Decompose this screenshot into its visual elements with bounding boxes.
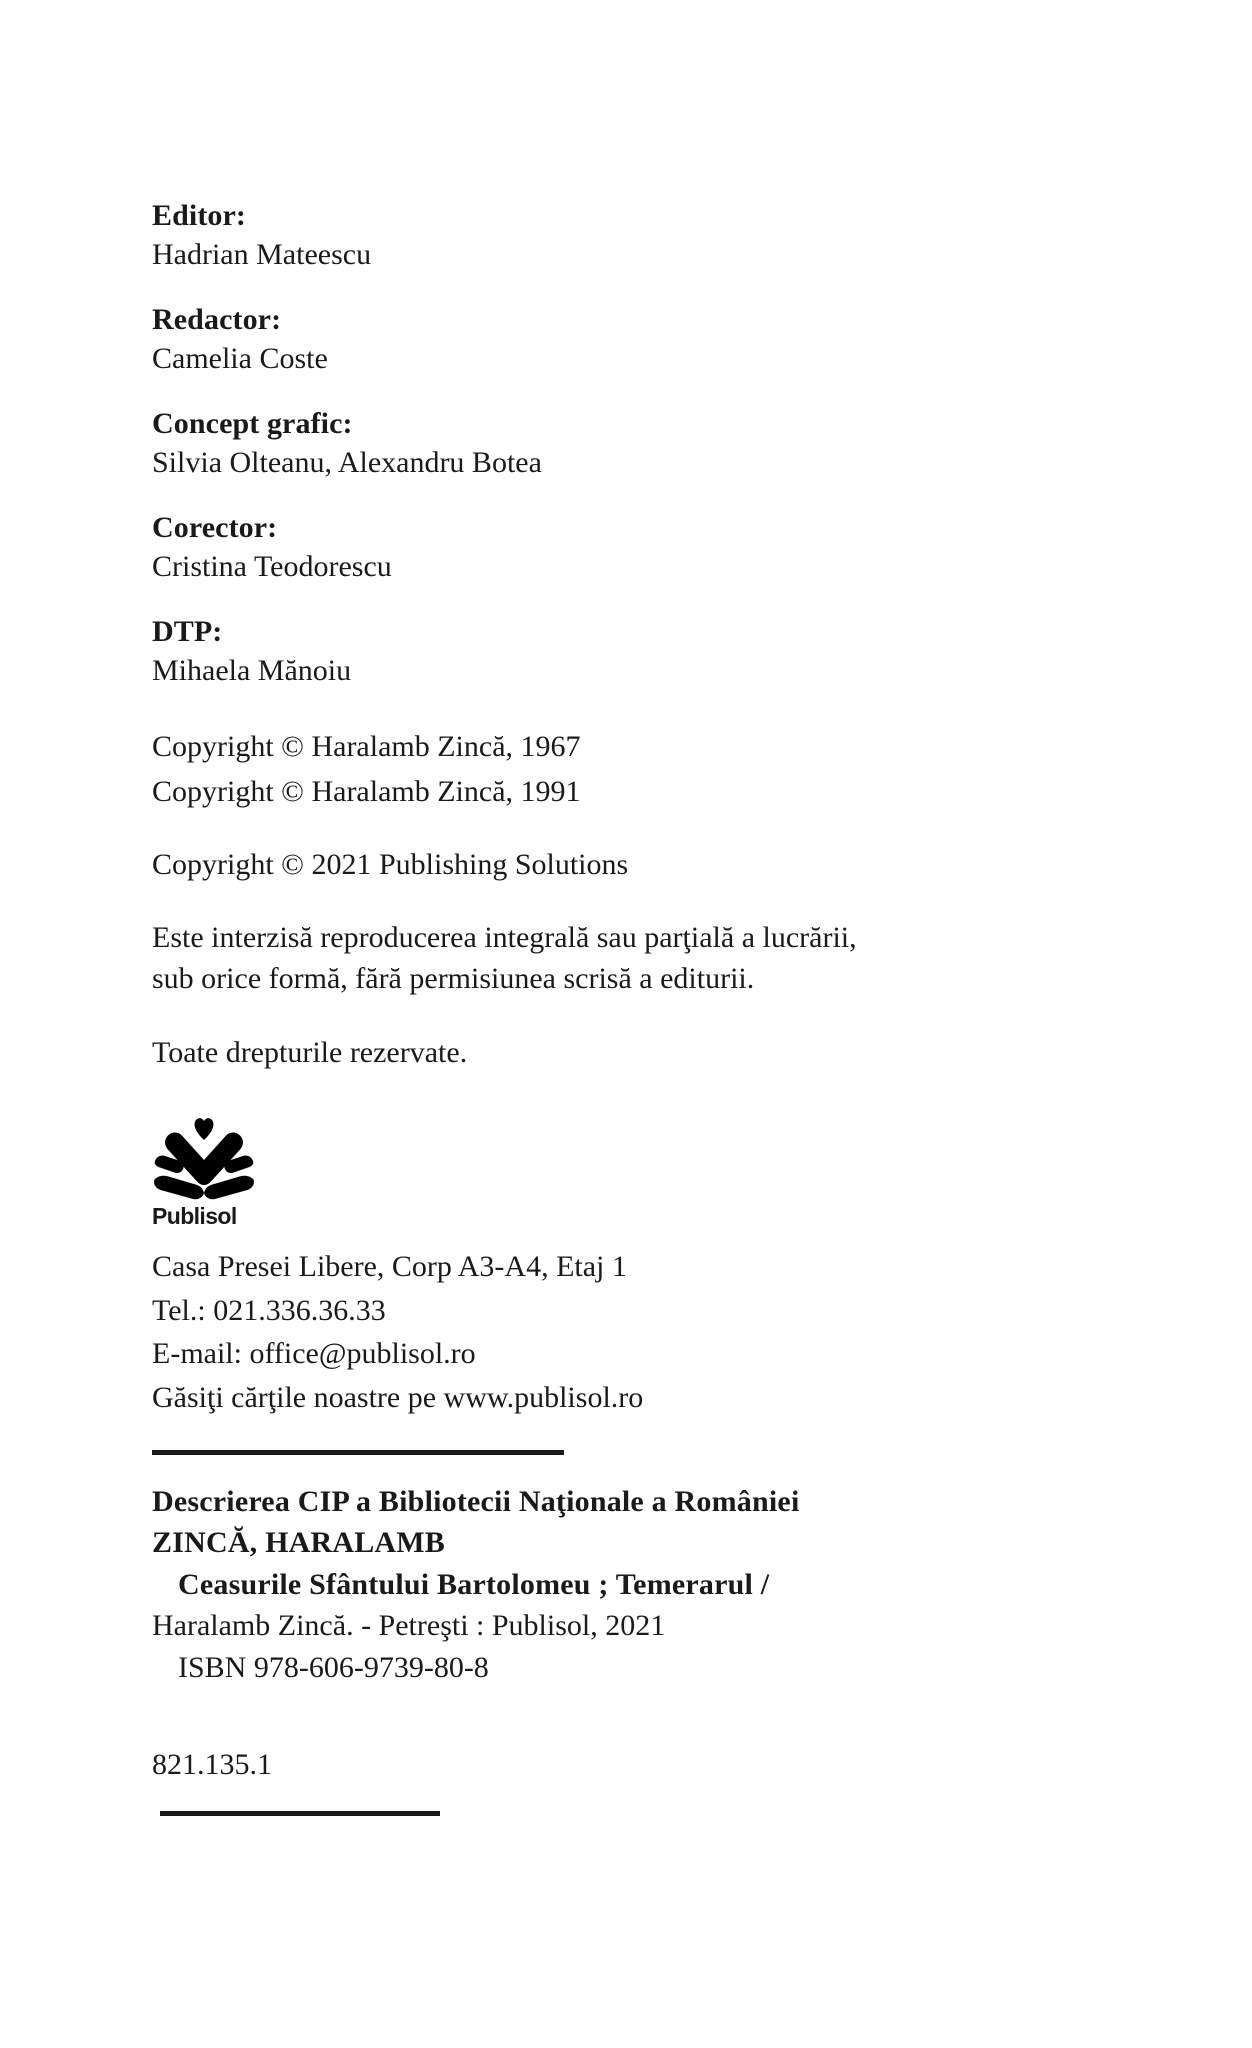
cip-classification: 821.135.1 [152, 1747, 272, 1781]
copyright-line-1967: Copyright © Haralamb Zincă, 1967 [152, 730, 581, 763]
reproduction-notice [152, 917, 872, 1000]
publisol-emblem-icon [152, 1113, 256, 1201]
publisher-logo [152, 1113, 272, 1229]
cip-block [152, 1481, 1112, 1785]
cip-heading: Descrierea CIP a Bibliotecii Naţionale a României [152, 1484, 800, 1518]
reproduction-notice-line-1: Este interzisă reproducerea integrală sau parţială a lucrării, [152, 921, 857, 954]
cip-imprint: Haralamb Zincă. - Petreşti : Publisol, 2021 [152, 1609, 666, 1643]
credit-dtp [152, 612, 1112, 690]
copyright-line-1991: Copyright © Haralamb Zincă, 1991 [152, 775, 581, 808]
cip-isbn: ISBN 978-606-9739-80-8 [178, 1650, 489, 1684]
credit-corector [152, 508, 1112, 586]
credit-role-label: Concept grafic: [152, 407, 353, 440]
publisol-wordmark-text: Publisol [152, 1202, 237, 1229]
credit-person-name: Silvia Olteanu, Alexandru Botea [152, 446, 542, 479]
credit-person-name: Camelia Coste [152, 342, 328, 375]
credit-role-label: DTP: [152, 615, 223, 648]
credit-redactor [152, 300, 1112, 378]
colophon-content [152, 196, 1112, 1816]
publisher-website: Găsiţi cărţile noastre pe www.publisol.ro [152, 1381, 644, 1415]
publisher-phone: Tel.: 021.336.36.33 [152, 1293, 386, 1327]
credit-role-label: Redactor: [152, 303, 282, 336]
cip-author: ZINCĂ, HARALAMB [152, 1526, 446, 1560]
credit-role-label: Editor: [152, 199, 247, 232]
publisher-email: E-mail: office@publisol.ro [152, 1337, 476, 1371]
publisol-wordmark [152, 1203, 264, 1229]
cip-rule-top [152, 1450, 564, 1455]
reproduction-notice-line-2: sub orice formă, fără permisiunea scrisă a editurii. [152, 962, 755, 996]
copyright-line-publisher: Copyright © 2021 Publishing Solutions [152, 848, 629, 881]
copyright-group [152, 724, 1112, 814]
credit-person-name: Hadrian Mateescu [152, 238, 372, 271]
cip-rule-bottom [160, 1811, 440, 1816]
cip-title: Ceasurile Sfântului Bartolomeu ; Temerarul / [178, 1567, 770, 1601]
publisher-contact [152, 1245, 1112, 1420]
publisher-address: Casa Presei Libere, Corp A3-A4, Etaj 1 [152, 1249, 627, 1283]
rights-reserved-text: Toate drepturile rezervate. [152, 1035, 468, 1069]
credit-role-label: Corector: [152, 511, 278, 544]
credit-concept-grafic [152, 404, 1112, 482]
credit-editor [152, 196, 1112, 274]
credit-person-name: Cristina Teodorescu [152, 550, 392, 583]
credit-person-name: Mihaela Mănoiu [152, 654, 352, 687]
